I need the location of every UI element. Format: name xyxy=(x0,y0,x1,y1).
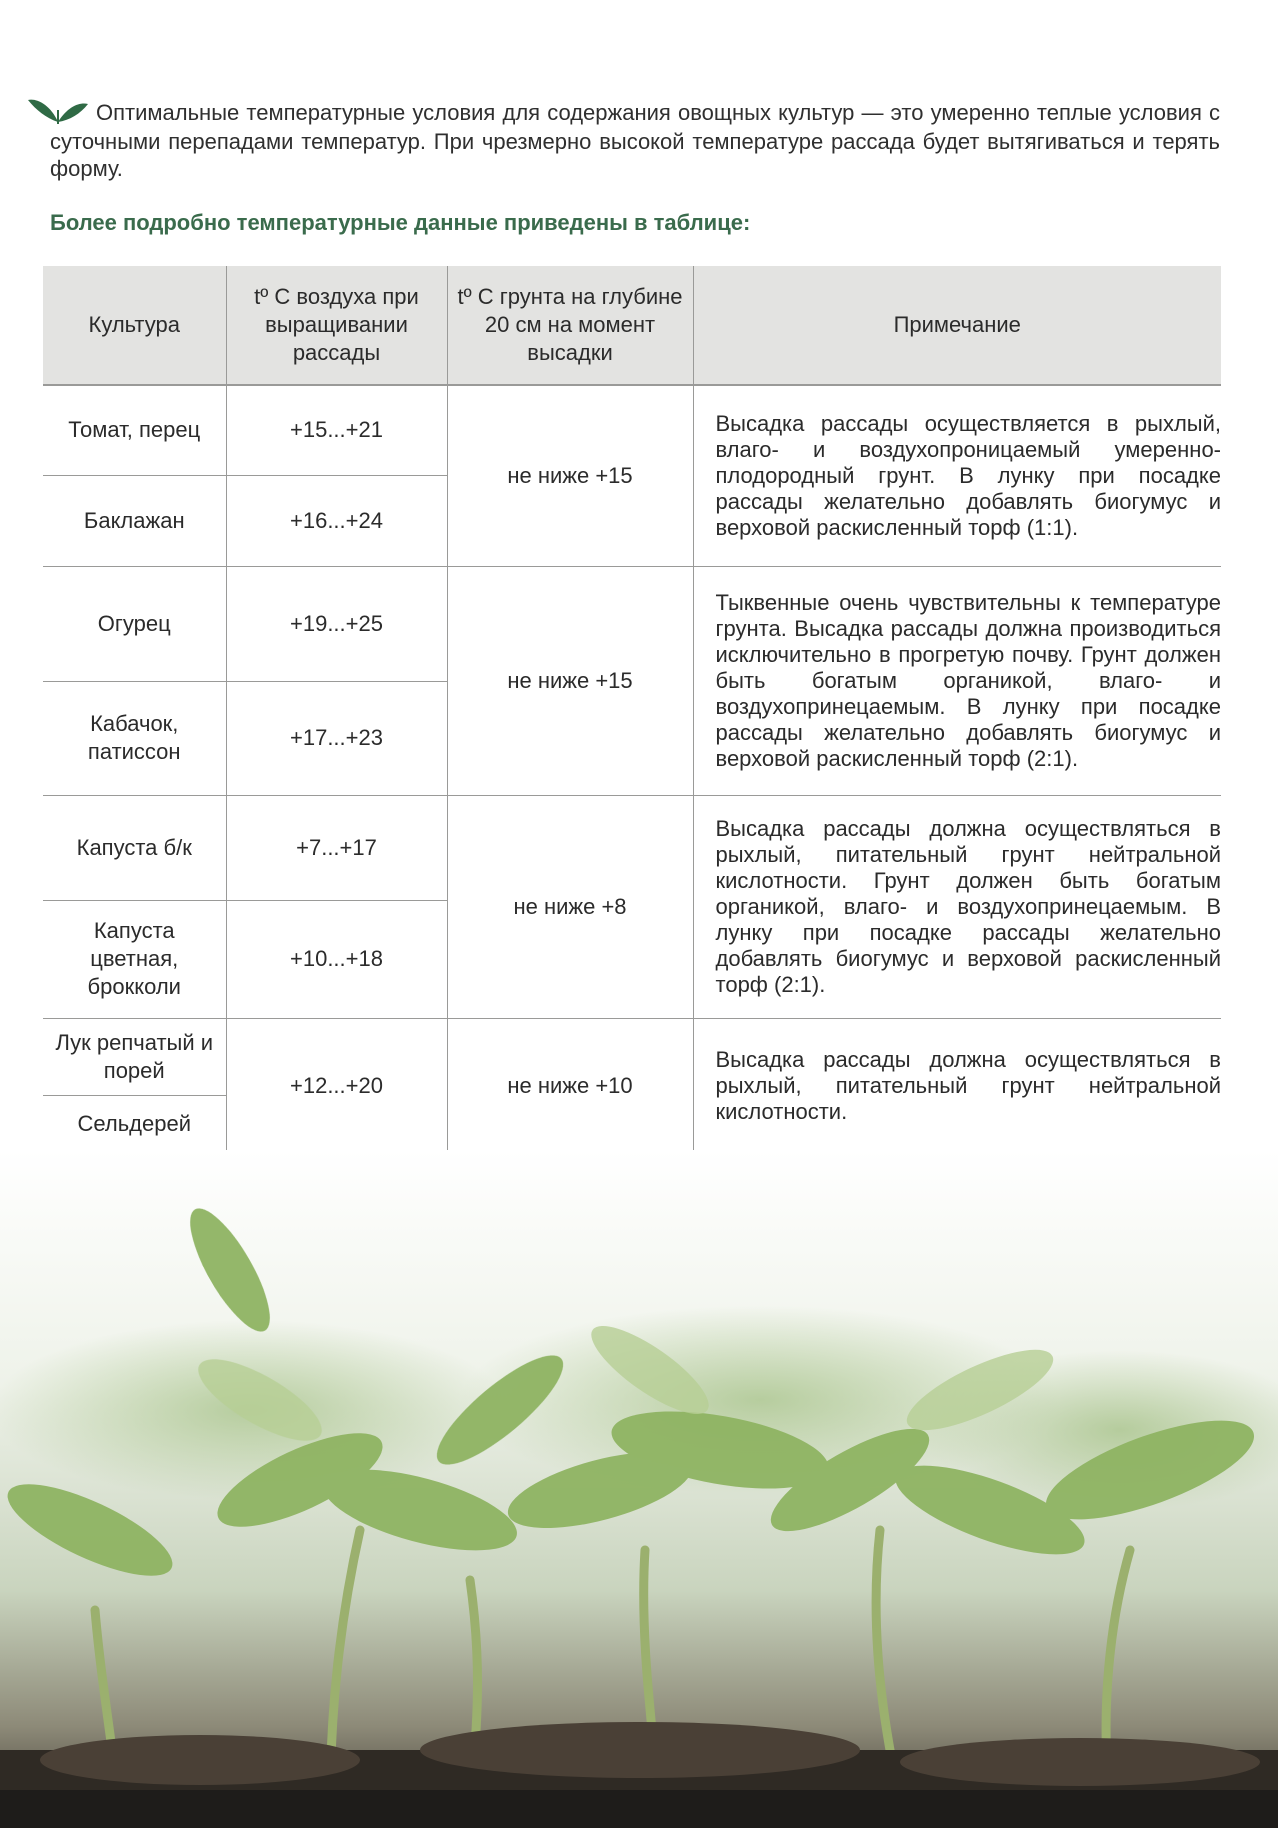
air-temp-range: +10...+18 xyxy=(226,900,447,1018)
header-soil-temp: tº C грунта на глубине 20 см на момент высадки xyxy=(447,266,693,385)
air-temp-range: +17...+23 xyxy=(226,681,447,795)
intro-text: Оптимальные температурные условия для содержания овощных культур — это умеренно теплые условия с суточными перепадами температур. При чрезмерно высокой температуре рассада будет вытягиваться и терять форму. xyxy=(50,100,1220,181)
seedlings-photo xyxy=(0,1150,1278,1828)
intro-paragraph xyxy=(50,92,1220,182)
air-temp-range: +15...+21 xyxy=(226,385,447,475)
air-temp-range: +12...+20 xyxy=(226,1018,447,1153)
soil-temp: не ниже +8 xyxy=(447,795,693,1018)
note-text: Высадка рассады должна осуществляться в рыхлый, питательный грунт нейтральной кислотности. xyxy=(693,1018,1221,1153)
air-temp-range: +19...+25 xyxy=(226,566,447,681)
soil-temp: не ниже +10 xyxy=(447,1018,693,1153)
crop-name: Кабачок, патиссон xyxy=(43,681,226,795)
crop-name: Томат, перец xyxy=(43,385,226,475)
table-row xyxy=(43,795,1221,900)
temperature-table xyxy=(43,266,1221,1154)
note-text: Тыквенные очень чувствительны к температуре грунта. Высадка рассады должна производиться исключительно в прогретую почву. Грунт должен быть богатым органикой, влаго- и воздухопринецаемым. В лунку при посадке рассады желательно добавлять биогумус и верховой раскисленный торф (2:1). xyxy=(693,566,1221,795)
soil-temp: не ниже +15 xyxy=(447,566,693,795)
header-note: Примечание xyxy=(693,266,1221,385)
table-caption: Более подробно температурные данные приведены в таблице: xyxy=(50,210,751,235)
crop-name: Огурец xyxy=(43,566,226,681)
note-text: Высадка рассады должна осуществляться в рыхлый, питательный грунт нейтральной кислотности. Грунт должен быть богатым органикой, влаго- и воздухопринецаемым. В лунку при посадке рассады желательно добавлять биогумус и верховой раскисленный торф (2:1). xyxy=(693,795,1221,1018)
crop-name: Лук репчатый и порей xyxy=(43,1018,226,1095)
crop-name: Капуста цветная, брокколи xyxy=(43,900,226,1018)
crop-name: Сельдерей xyxy=(43,1095,226,1153)
leaf-icon xyxy=(28,92,90,128)
header-culture: Культура xyxy=(43,266,226,385)
table-row xyxy=(43,1018,1221,1095)
table-row xyxy=(43,385,1221,475)
header-air-temp: tº C воздуха при выращивании рассады xyxy=(226,266,447,385)
table-header-row xyxy=(43,266,1221,385)
air-temp-range: +16...+24 xyxy=(226,475,447,566)
note-text: Высадка рассады осуществляется в рыхлый, влаго- и воздухопроницаемый умеренно-плодородный грунт. В лунку при посадке рассады желательно добавлять биогумус и верховой раскисленный торф (1:1). xyxy=(693,385,1221,566)
crop-name: Капуста б/к xyxy=(43,795,226,900)
table-row xyxy=(43,566,1221,681)
crop-name: Баклажан xyxy=(43,475,226,566)
soil-temp: не ниже +15 xyxy=(447,385,693,566)
air-temp-range: +7...+17 xyxy=(226,795,447,900)
